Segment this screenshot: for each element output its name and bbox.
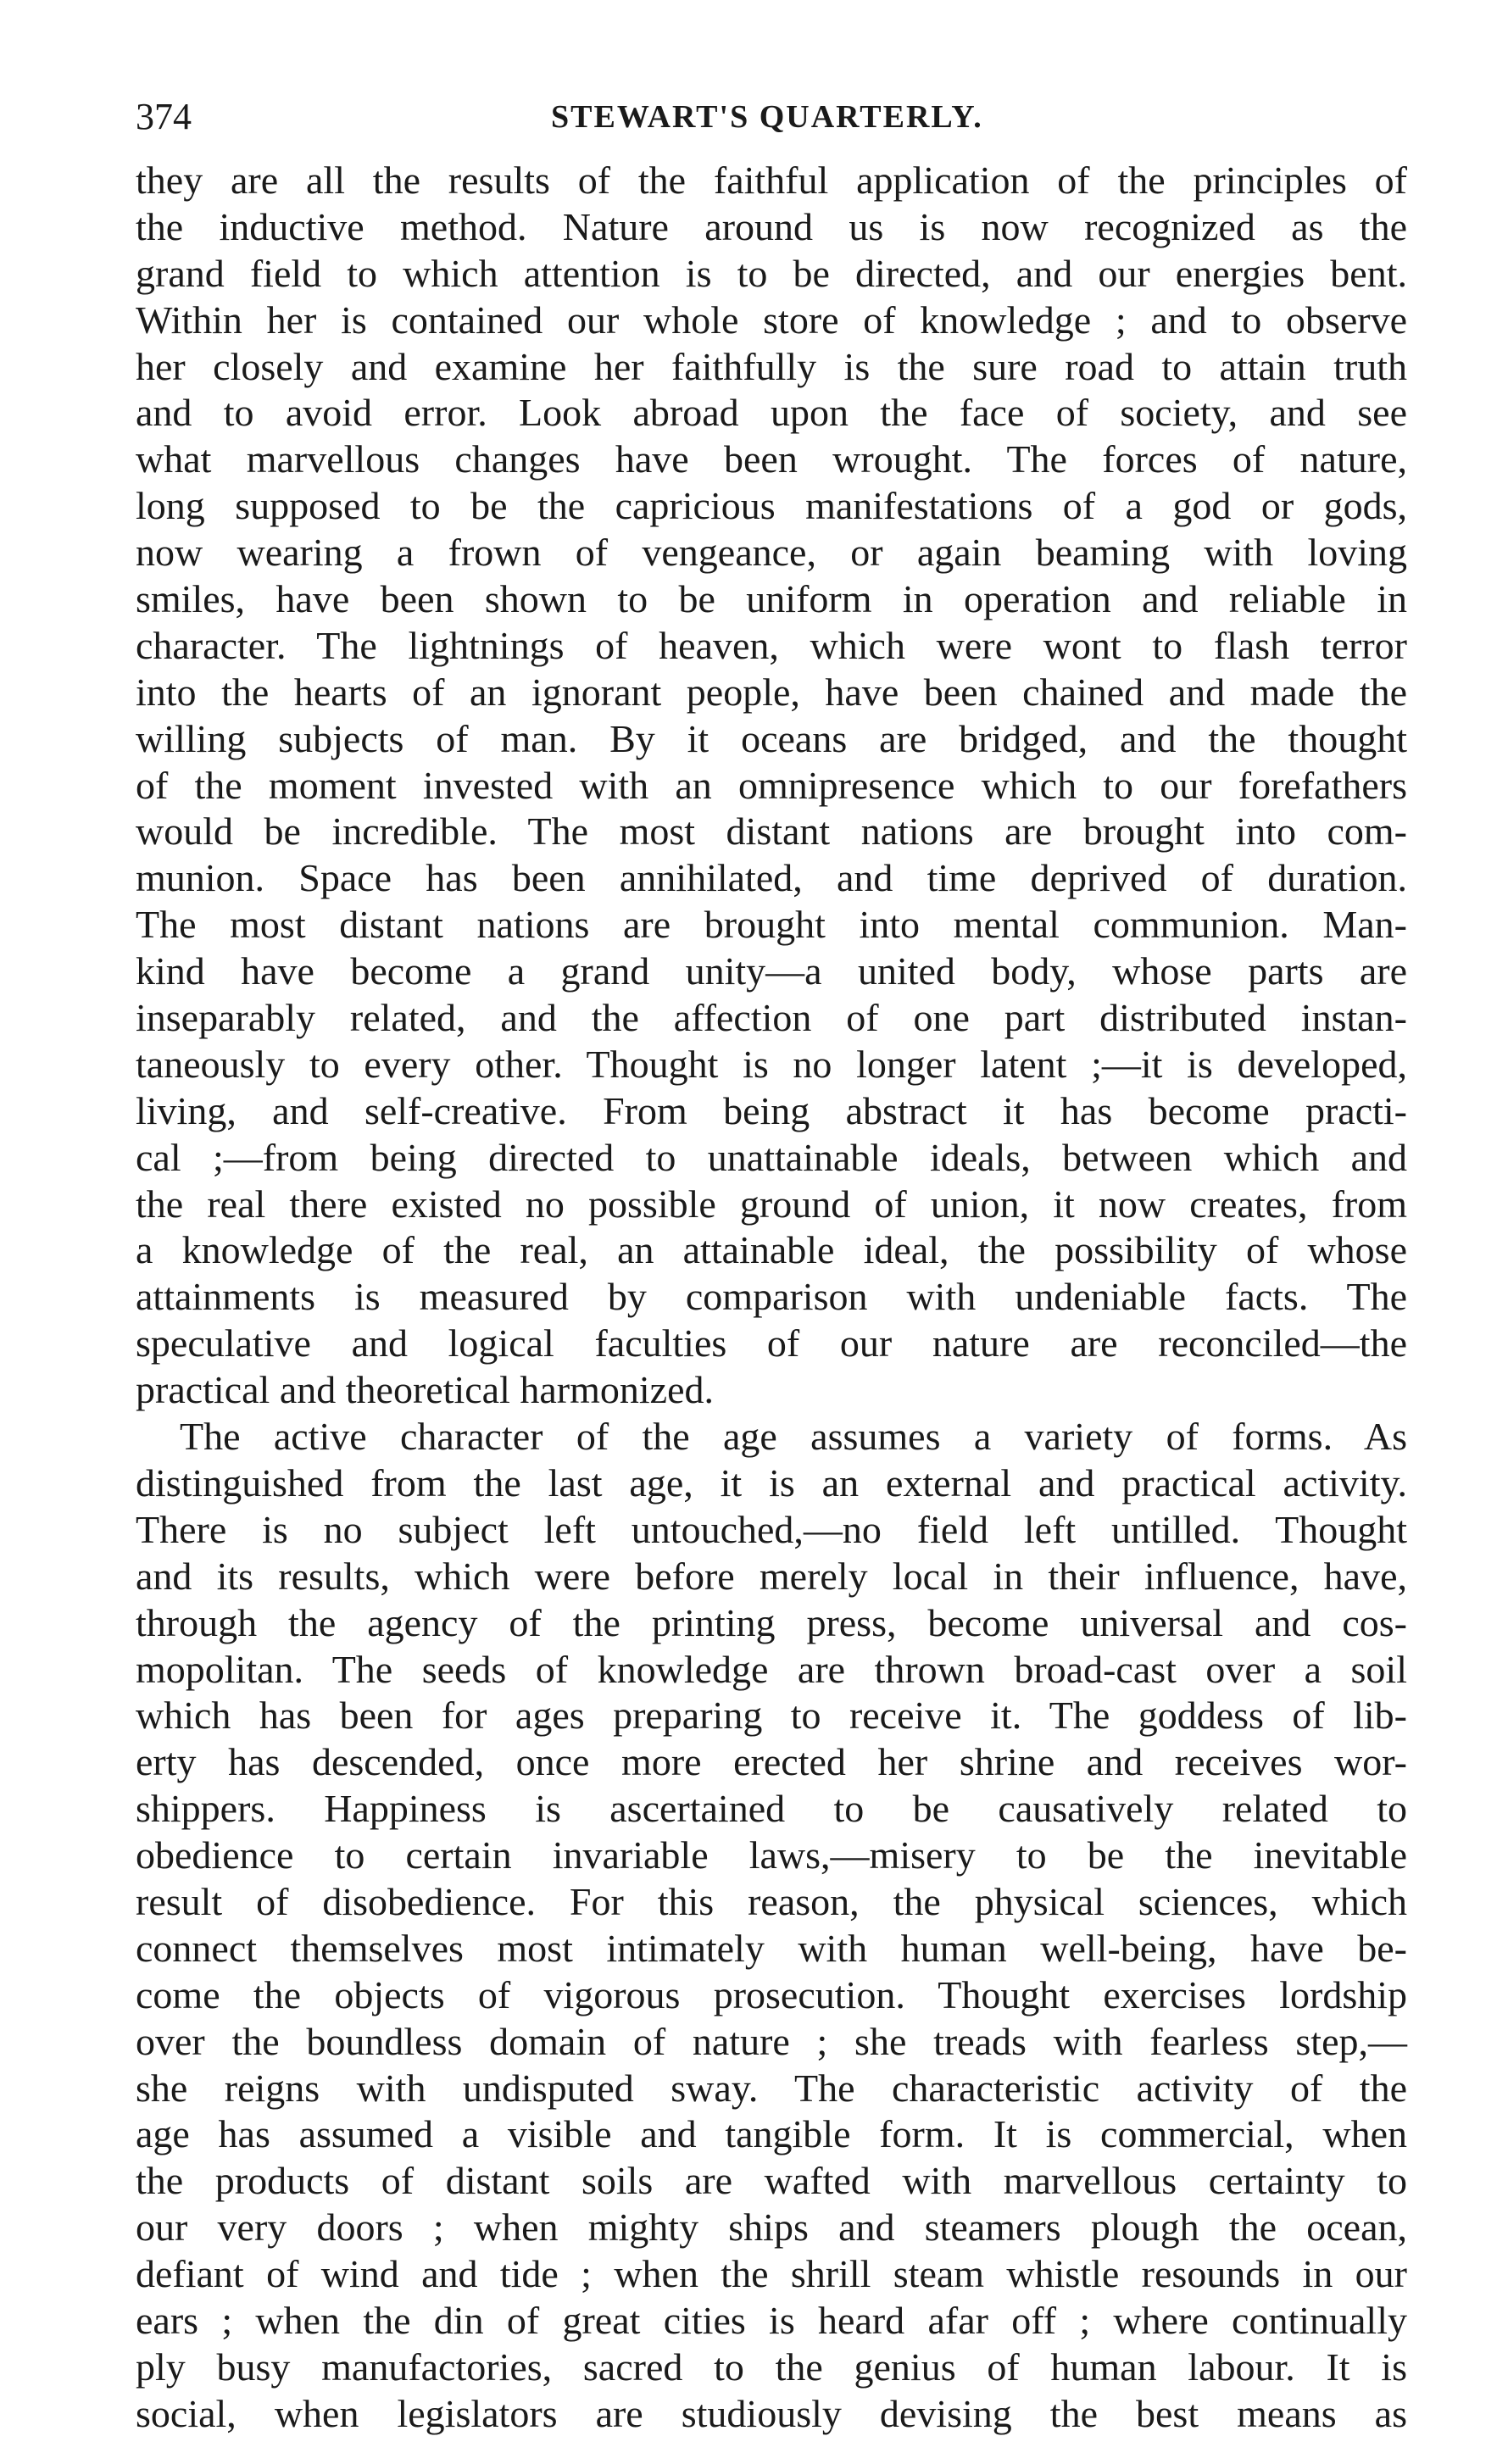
text-line: grand field to which attention is to be directed, and our energies bent. bbox=[136, 251, 1407, 295]
text-line: and to avoid error. Look abroad upon the face of society, and see bbox=[136, 391, 1407, 435]
text-line: the products of distant soils are wafted with marvellous certainty to bbox=[136, 2159, 1407, 2203]
text-line: distinguished from the last age, it is an external and practical activity. bbox=[136, 1460, 1407, 1505]
paragraph-start-line: The active character of the age assumes a variety of forms. As bbox=[180, 1415, 1407, 1459]
text-line: munion. Space has been annihilated, and time deprived of duration. bbox=[136, 856, 1407, 900]
text-line: through the agency of the printing press, become universal and cos- bbox=[136, 1600, 1407, 1644]
text-line: defiant of wind and tide ; when the shrill steam whistle resounds in our bbox=[136, 2252, 1407, 2296]
text-line: kind have become a grand unity—a united body, whose parts are bbox=[136, 949, 1407, 993]
text-line: over the boundless domain of nature ; she treads with fearless step,— bbox=[136, 2019, 1407, 2063]
running-head bbox=[136, 92, 1407, 142]
text-line: they are all the results of the faithful application of the principles of bbox=[136, 159, 1407, 202]
text-line: shippers. Happiness is ascertained to be causatively related to bbox=[136, 1787, 1407, 1831]
text-line: ears ; when the din of great cities is heard afar off ; where continually bbox=[136, 2298, 1407, 2342]
text-line: attainments is measured by comparison with undeniable facts. The bbox=[136, 1275, 1407, 1319]
text-line: result of disobedience. For this reason, the physical sciences, which bbox=[136, 1879, 1407, 1923]
text-line: connect themselves most intimately with human well-being, have be- bbox=[136, 1926, 1407, 1970]
body-text bbox=[136, 158, 1407, 2438]
text-line: would be incredible. The most distant nations are brought into com- bbox=[136, 809, 1407, 854]
text-line: of the moment invested with an omnipresence which to our forefathers bbox=[136, 763, 1407, 807]
text-line: obedience to certain invariable laws,—misery to be the inevitable bbox=[136, 1833, 1407, 1877]
text-line: ply busy manufactories, sacred to the genius of human labour. It is bbox=[136, 2344, 1407, 2389]
text-line: living, and self-creative. From being abstract it has become practi- bbox=[136, 1088, 1407, 1132]
text-line: speculative and logical faculties of our nature are reconciled—the bbox=[136, 1321, 1407, 1365]
text-line: into the hearts of an ignorant people, have been chained and made the bbox=[136, 670, 1407, 714]
text-line: come the objects of vigorous prosecution. Thought exercises lordship bbox=[136, 1972, 1407, 2016]
text-line: now wearing a frown of vengeance, or again beaming with loving bbox=[136, 531, 1407, 575]
text-line: which has been for ages preparing to receive it. The goddess of lib- bbox=[136, 1694, 1407, 1738]
text-line: cal ;—from being directed to unattainable ideals, between which and bbox=[136, 1135, 1407, 1179]
text-line: and its results, which were before merely local in their influence, have, bbox=[136, 1554, 1407, 1598]
text-line: social, when legislators are studiously devising the best means as bbox=[136, 2391, 1407, 2435]
text-line: our very doors ; when mighty ships and steamers plough the ocean, bbox=[136, 2205, 1407, 2250]
text-line: the real there existed no possible ground of union, it now creates, from bbox=[136, 1182, 1407, 1226]
paragraph-end-line: practical and theoretical harmonized. bbox=[136, 1368, 714, 1412]
text-line: her closely and examine her faithfully is the sure road to attain truth bbox=[136, 344, 1407, 388]
text-line: long supposed to be the capricious manifestations of a god or gods, bbox=[136, 484, 1407, 528]
page-number: 374 bbox=[136, 96, 192, 137]
text-line: what marvellous changes have been wrought. The forces of nature, bbox=[136, 437, 1407, 481]
text-line: mopolitan. The seeds of knowledge are thrown broad-cast over a soil bbox=[136, 1647, 1407, 1691]
journal-title: STEWART'S QUARTERLY. bbox=[551, 99, 983, 135]
text-line: she reigns with undisputed sway. The characteristic activity of the bbox=[136, 2066, 1407, 2110]
text-line: age has assumed a visible and tangible form. It is commercial, when bbox=[136, 2112, 1407, 2156]
text-line: a knowledge of the real, an attainable ideal, the possibility of whose bbox=[136, 1228, 1407, 1272]
text-line: the inductive method. Nature around us is now recognized as the bbox=[136, 204, 1407, 248]
text-line: taneously to every other. Thought is no longer latent ;—it is developed, bbox=[136, 1042, 1407, 1086]
text-line: character. The lightnings of heaven, which were wont to flash terror bbox=[136, 623, 1407, 667]
text-line: smiles, have been shown to be uniform in operation and reliable in bbox=[136, 577, 1407, 621]
text-line: erty has descended, once more erected her shrine and receives wor- bbox=[136, 1740, 1407, 1784]
text-line: There is no subject left untouched,—no field left untilled. Thought bbox=[136, 1507, 1407, 1551]
text-line: inseparably related, and the affection of one part distributed instan- bbox=[136, 996, 1407, 1040]
text-line: willing subjects of man. By it oceans are bridged, and the thought bbox=[136, 716, 1407, 760]
text-line: Within her is contained our whole store of knowledge ; and to observe bbox=[136, 298, 1407, 342]
text-line: The most distant nations are brought into mental communion. Man- bbox=[136, 903, 1407, 947]
